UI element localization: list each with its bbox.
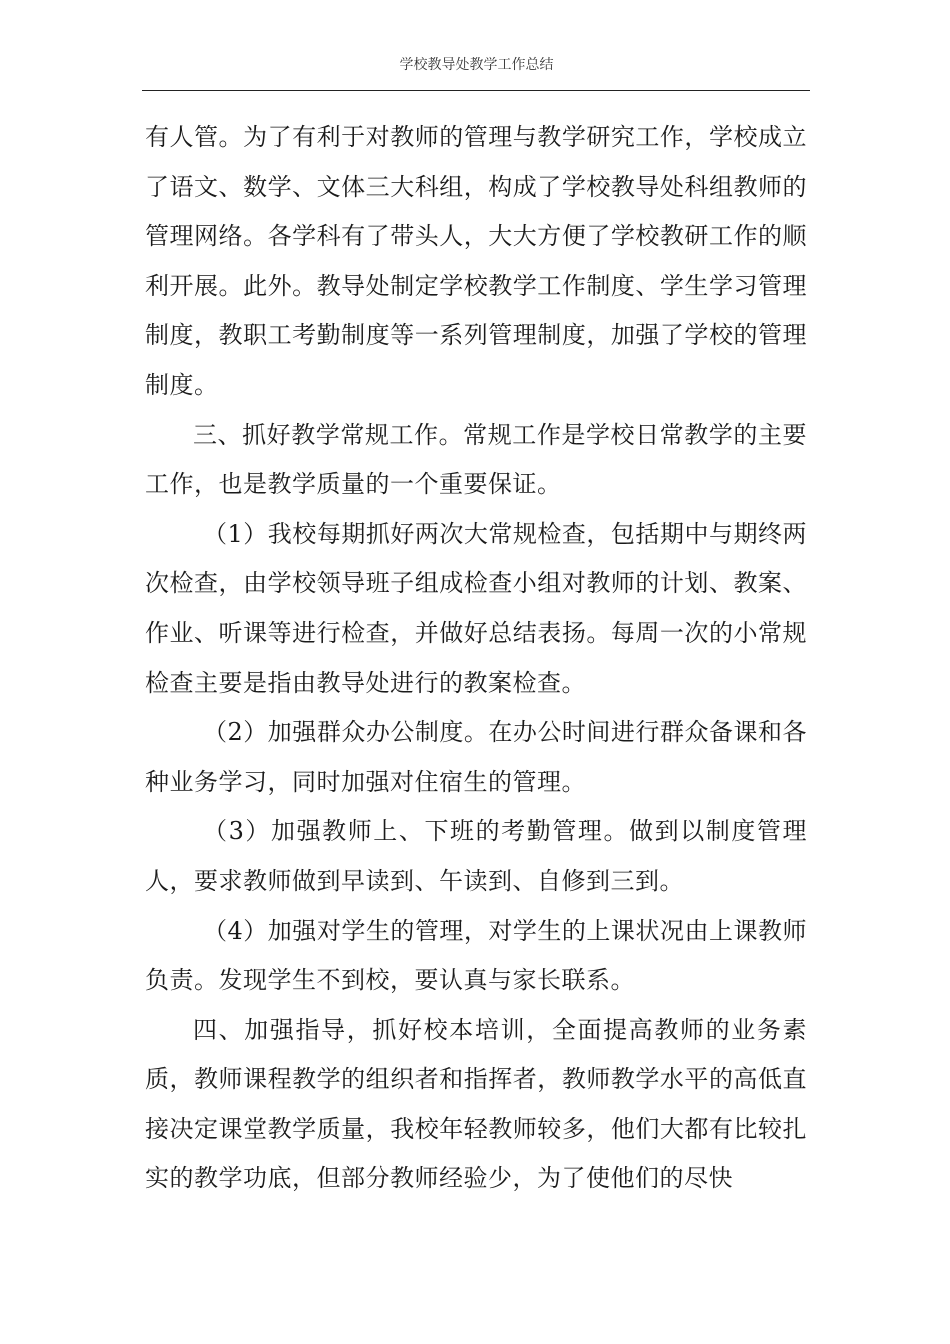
paragraph-4: （2）加强群众办公制度。在办公时间进行群众备课和各种业务学习，同时加强对住宿生的管理。 <box>145 718 807 796</box>
paragraph-7: 四、加强指导，抓好校本培训，全面提高教师的业务素质，教师课程教学的组织者和指挥者，教师教学水平的高低直接决定课堂教学质量，我校年轻教师较多，他们大都有比较扎实的教学功底，但部分教师经验少，为了使他们的尽快 <box>145 1015 807 1193</box>
header-divider <box>142 90 810 91</box>
paragraph-5: （3）加强教师上、下班的考勤管理。做到以制度管理人，要求教师做到早读到、午读到、自修到三到。 <box>145 817 807 895</box>
paragraph-6: （4）加强对学生的管理，对学生的上课状况由上课教师负责。发现学生不到校，要认真与家长联系。 <box>145 916 807 995</box>
paragraph-1: 有人管。为了有利于对教师的管理与教学研究工作，学校成立了语文、数学、文体三大科组，构成了学校教导处科组教师的管理网络。各学科有了带头人，大大方便了学校教研工作的顺利开展。此外。教导处制定学校教学工作制度、学生学习管理制度，教职工考勤制度等一系列管理制度，加强了学校的管理制度。 <box>145 123 807 399</box>
page-header-title: 学校教导处教学工作总结 <box>399 57 554 73</box>
paragraph-2: 三、抓好教学常规工作。常规工作是学校日常教学的主要工作，也是教学质量的一个重要保证。 <box>145 420 807 499</box>
document-body <box>145 113 807 1204</box>
paragraph-3: （1）我校每期抓好两次大常规检查，包括期中与期终两次检查，由学校领导班子组成检查小组对教师的计划、教案、作业、听课等进行检查，并做好总结表扬。每周一次的小常规检查主要是指由教导处进行的教案检查。 <box>145 519 807 697</box>
